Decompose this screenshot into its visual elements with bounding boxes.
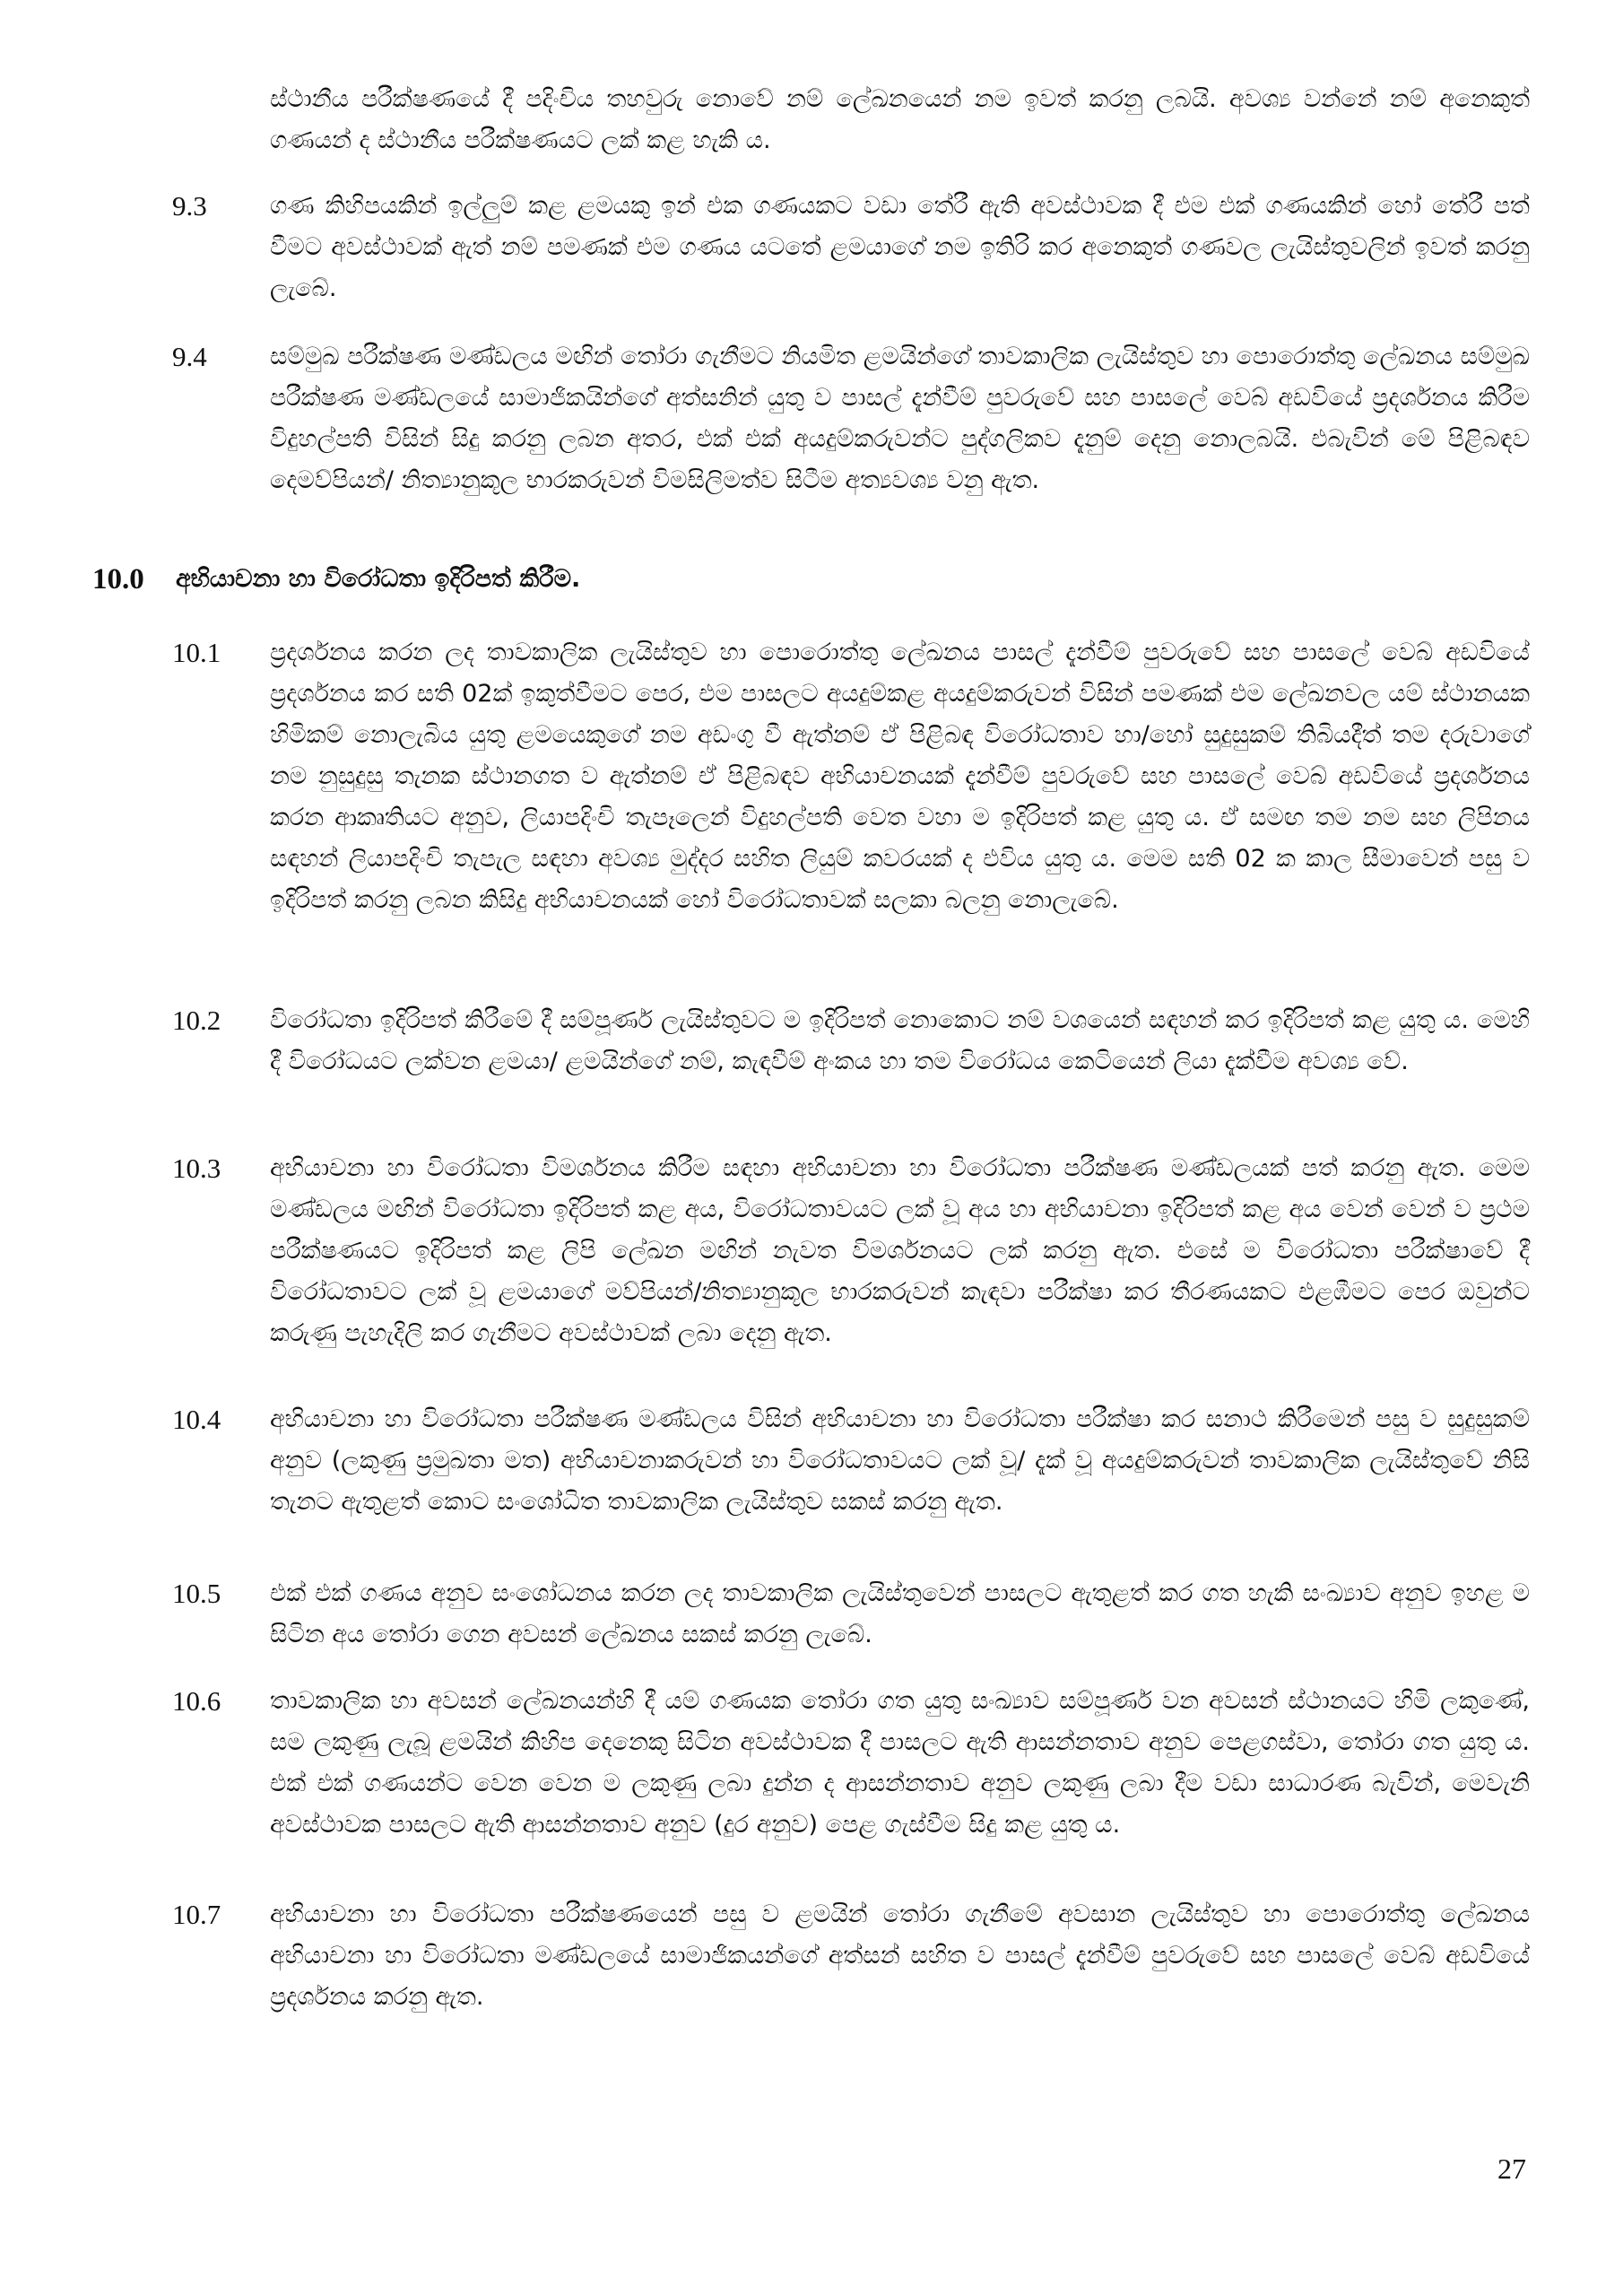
item-number: 10.3 [172,1152,221,1184]
item-paragraph: සම්මුඛ පරීක්ෂණ මණ්ඩලය මඟින් තෝරා ගැනීමට නියමිත ළමයින්ගේ තාවකාලික ලැයිස්තුව හා පොරොත්තු ලේඛනය සම්මුඛ පරීක්ෂණ මණ්ඩලයේ සාමාජිකයින්ගේ අත්සනින් යුතු ව පාසල් දැන්වීම් පුවරුවේ සහ පාසලේ වෙබ් අඩවියේ ප්‍රදර්ශනය කිරීම විදුහල්පති විසින් සිදු කරනු ලබන අතර, එක් එක් අයදුම්කරුවන්ට පුද්ගලිකව දැනුම් දෙනු නොලබයි. එබැවින් මේ පිළිබඳව දෙමව්පියන්/ නිත්‍යානුකූල භාරකරුවන් විමසිලිමත්ව සිටීම අත්‍යවශ්‍ය වනු ඇත. [270,343,1530,494]
item-number: 9.4 [172,341,207,372]
item-paragraph: ප්‍රදර්ශනය කරන ලද තාවකාලික ලැයිස්තුව හා පොරොත්තු ලේඛනය පාසල් දැන්වීම් පුවරුවේ සහ පාසලේ වෙබ් අඩවියේ ප්‍රදර්ශනය කර සති 02ක් ඉකුත්වීමට පෙර, එම පාසලට අයදුම්කළ අයදුම්කරුවන් විසින් පමණක් එම ලේඛනවල යම් ස්ථානයක හිමිකම් නොලැබිය යුතු ළමයෙකුගේ නම අඩංගු වී ඇත්නම් ඒ පිළිබඳ විරෝධතාව හා/හෝ සුදුසුකම් තිබියදීත් තම දරුවාගේ නම නුසුදුසු තැනක ස්ථානගත ව ඇත්නම් ඒ පිළිබඳව අභියාචනයක් දැන්වීම් පුවරුවේ සහ පාසලේ වෙබ් අඩවියේ ප්‍රදර්ශනය කරන ආකෘතියට අනුව, ලියාපදිංචි තැපෑලෙන් විදුහල්පති වෙත වහා ම ඉදිරිපත් කළ යුතු ය. ඒ සමඟ තම නම සහ ලිපිනය සඳහන් ලියාපදිංචි තැපැල සඳහා අවශ්‍ය මුද්දර සහිත ලියුම් කවරයක් ද එවිය යුතු ය. මෙම සති 02 ක කාල සීමාවෙන් පසු ව ඉදිරිපත් කරනු ලබන කිසිදු අභියාචනයක් හෝ විරෝධතාවක් සලකා බලනු නොලැබේ. [270,639,1530,914]
item-paragraph: එක් එක් ගණය අනුව සංශෝධනය කරන ලද තාවකාලික ලැයිස්තුවෙන් පාසලට ඇතුළත් කර ගත හැකි සංඛ්‍යාව අනුව ඉහළ ම සිටින අය තෝරා ගෙන අවසන් ලේඛනය සකස් කරනු ලැබේ. [270,1579,1530,1648]
item-paragraph: තාවකාලික හා අවසන් ලේඛනයන්හි දී යම් ගණයක තෝරා ගත යුතු සංඛ්‍යාව සම්පූර්ණ වන අවසන් ස්ථානයට හිමි ලකුණේ, සම ලකුණු ලැබූ ළමයින් කිහිප දෙනෙකු සිටින අවස්ථාවක දී පාසලට ඇති ආසන්නතාව අනුව පෙළගස්වා, තෝරා ගත යුතු ය. එක් එක් ගණයන්ට වෙන වෙන ම ලකුණු ලබා දුන්න ද ආසන්නතාව අනුව ලකුණු ලබා දීම වඩා සාධාරණ බැවින්, මෙවැනි අවස්ථාවක පාසලට ඇති ආසන්නතාව අනුව (දුර අනුව) පෙළ ගැස්වීම සිදු කළ යුතු ය. [270,1687,1530,1839]
item-number: 9.3 [172,190,207,222]
item-number: 10.5 [172,1578,221,1609]
page-number: 27 [1497,2152,1526,2185]
section-number: 10.0 [92,563,144,596]
continuation-paragraph: ස්ථානීය පරීක්ෂණයේ දී පදිංචිය තහවුරු නොවේ නම් ලේඛනයෙන් නම ඉවත් කරනු ලබයි. අවශ්‍ය වන්නේ නම් අනෙකුත් ගණයන් ද ස්ථානීය පරීක්ෂණයට ලක් කළ හැකි ය. [270,85,1530,154]
item-number: 10.2 [172,1004,221,1036]
item-paragraph: අභියාචනා හා විරෝධතා විමර්ශනය කිරීම සඳහා අභියාචනා හා විරෝධතා පරීක්ෂණ මණ්ඩලයක් පත් කරනු ඇත. මෙම මණ්ඩලය මඟින් විරෝධතා ඉදිරිපත් කළ අය, විරෝධතාවයට ලක් වූ අය හා අභියාචනා ඉදිරිපත් කළ අය වෙන් වෙන් ව ප්‍රථම පරීක්ෂණයට ඉදිරිපත් කළ ලිපි ලේඛන මඟින් නැවත විමර්ශනයට ලක් කරනු ඇත. එසේ ම විරෝධතා පරීක්ෂාවේ දී විරෝධතාවට ලක් වූ ළමයාගේ මව්පියන්/නිත්‍යානුකූල භාරකරුවන් කැඳවා පරීක්ෂා කර තීරණයකට එළඹීමට පෙර ඔවුන්ට කරුණු පැහැදිලි කර ගැනීමට අවස්ථාවක් ලබා දෙනු ඇත. [270,1154,1530,1347]
item-number: 10.7 [172,1899,221,1930]
item-paragraph: අභියාචනා හා විරෝධතා පරීක්ෂණයෙන් පසු ව ළමයින් තෝරා ගැනීමේ අවසාන ලැයිස්තුව හා පොරොත්තු ලේඛනය අභියාචනා හා විරෝධතා මණ්ඩලයේ සාමාජිකයන්ගේ අත්සන් සහිත ව පාසල් දැන්වීම් පුවරුවේ සහ පාසලේ වෙබ් අඩවියේ ප්‍රදර්ශනය කරනු ඇත. [270,1900,1530,2011]
item-number: 10.6 [172,1685,221,1717]
section-title: අභියාචනා හා විරෝධතා ඉදිරිපත් කිරීම. [176,565,581,593]
item-paragraph: ගණ කිහිපයකින් ඉල්ලුම් කළ ළමයකු ඉන් එක ගණයකට වඩා තේරී ඇති අවස්ථාවක දී එම එක් ගණයකින් හෝ තේරී පත් වීමට අවස්ථාවක් ඇත් නම් පමණක් එම ගණය යටතේ ළමයාගේ නම ඉතිරි කර අනෙකුත් ගණවල ලැයිස්තුවලින් ඉවත් කරනු ලැබේ. [270,192,1530,302]
item-number: 10.1 [172,637,221,668]
item-number: 10.4 [172,1404,221,1435]
item-paragraph: අභියාචනා හා විරෝධතා පරීක්ෂණ මණ්ඩලය විසින් අභියාචනා හා විරෝධතා පරීක්ෂා කර සනාථ කිරීමෙන් පසු ව සුදුසුකම් අනුව (ලකුණු ප්‍රමුඛතා මත) අභියාචනාකරුවන් හා විරෝධතාවයට ලක් වූ/ දැක් වූ අයදුම්කරුවන් තාවකාලික ලැයිස්තුවේ නිසි තැනට ඇතුළත් කොට සංශෝධිත තාවකාලික ලැයිස්තුව සකස් කරනු ඇත. [270,1405,1530,1516]
item-paragraph: විරෝධතා ඉදිරිපත් කිරීමේ දී සම්පූර්ණ ලැයිස්තුවට ම ඉදිරිපත් නොකොට නම් වශයෙන් සඳහන් කර ඉදිරිපත් කළ යුතු ය. මෙහි දී විරෝධයට ලක්වන ළමයා/ ළමයින්ගේ නම්, කැඳවීම් අංකය හා තම විරෝධය කෙටියෙන් ලියා දැක්වීම අවශ්‍ය වේ. [270,1006,1530,1075]
